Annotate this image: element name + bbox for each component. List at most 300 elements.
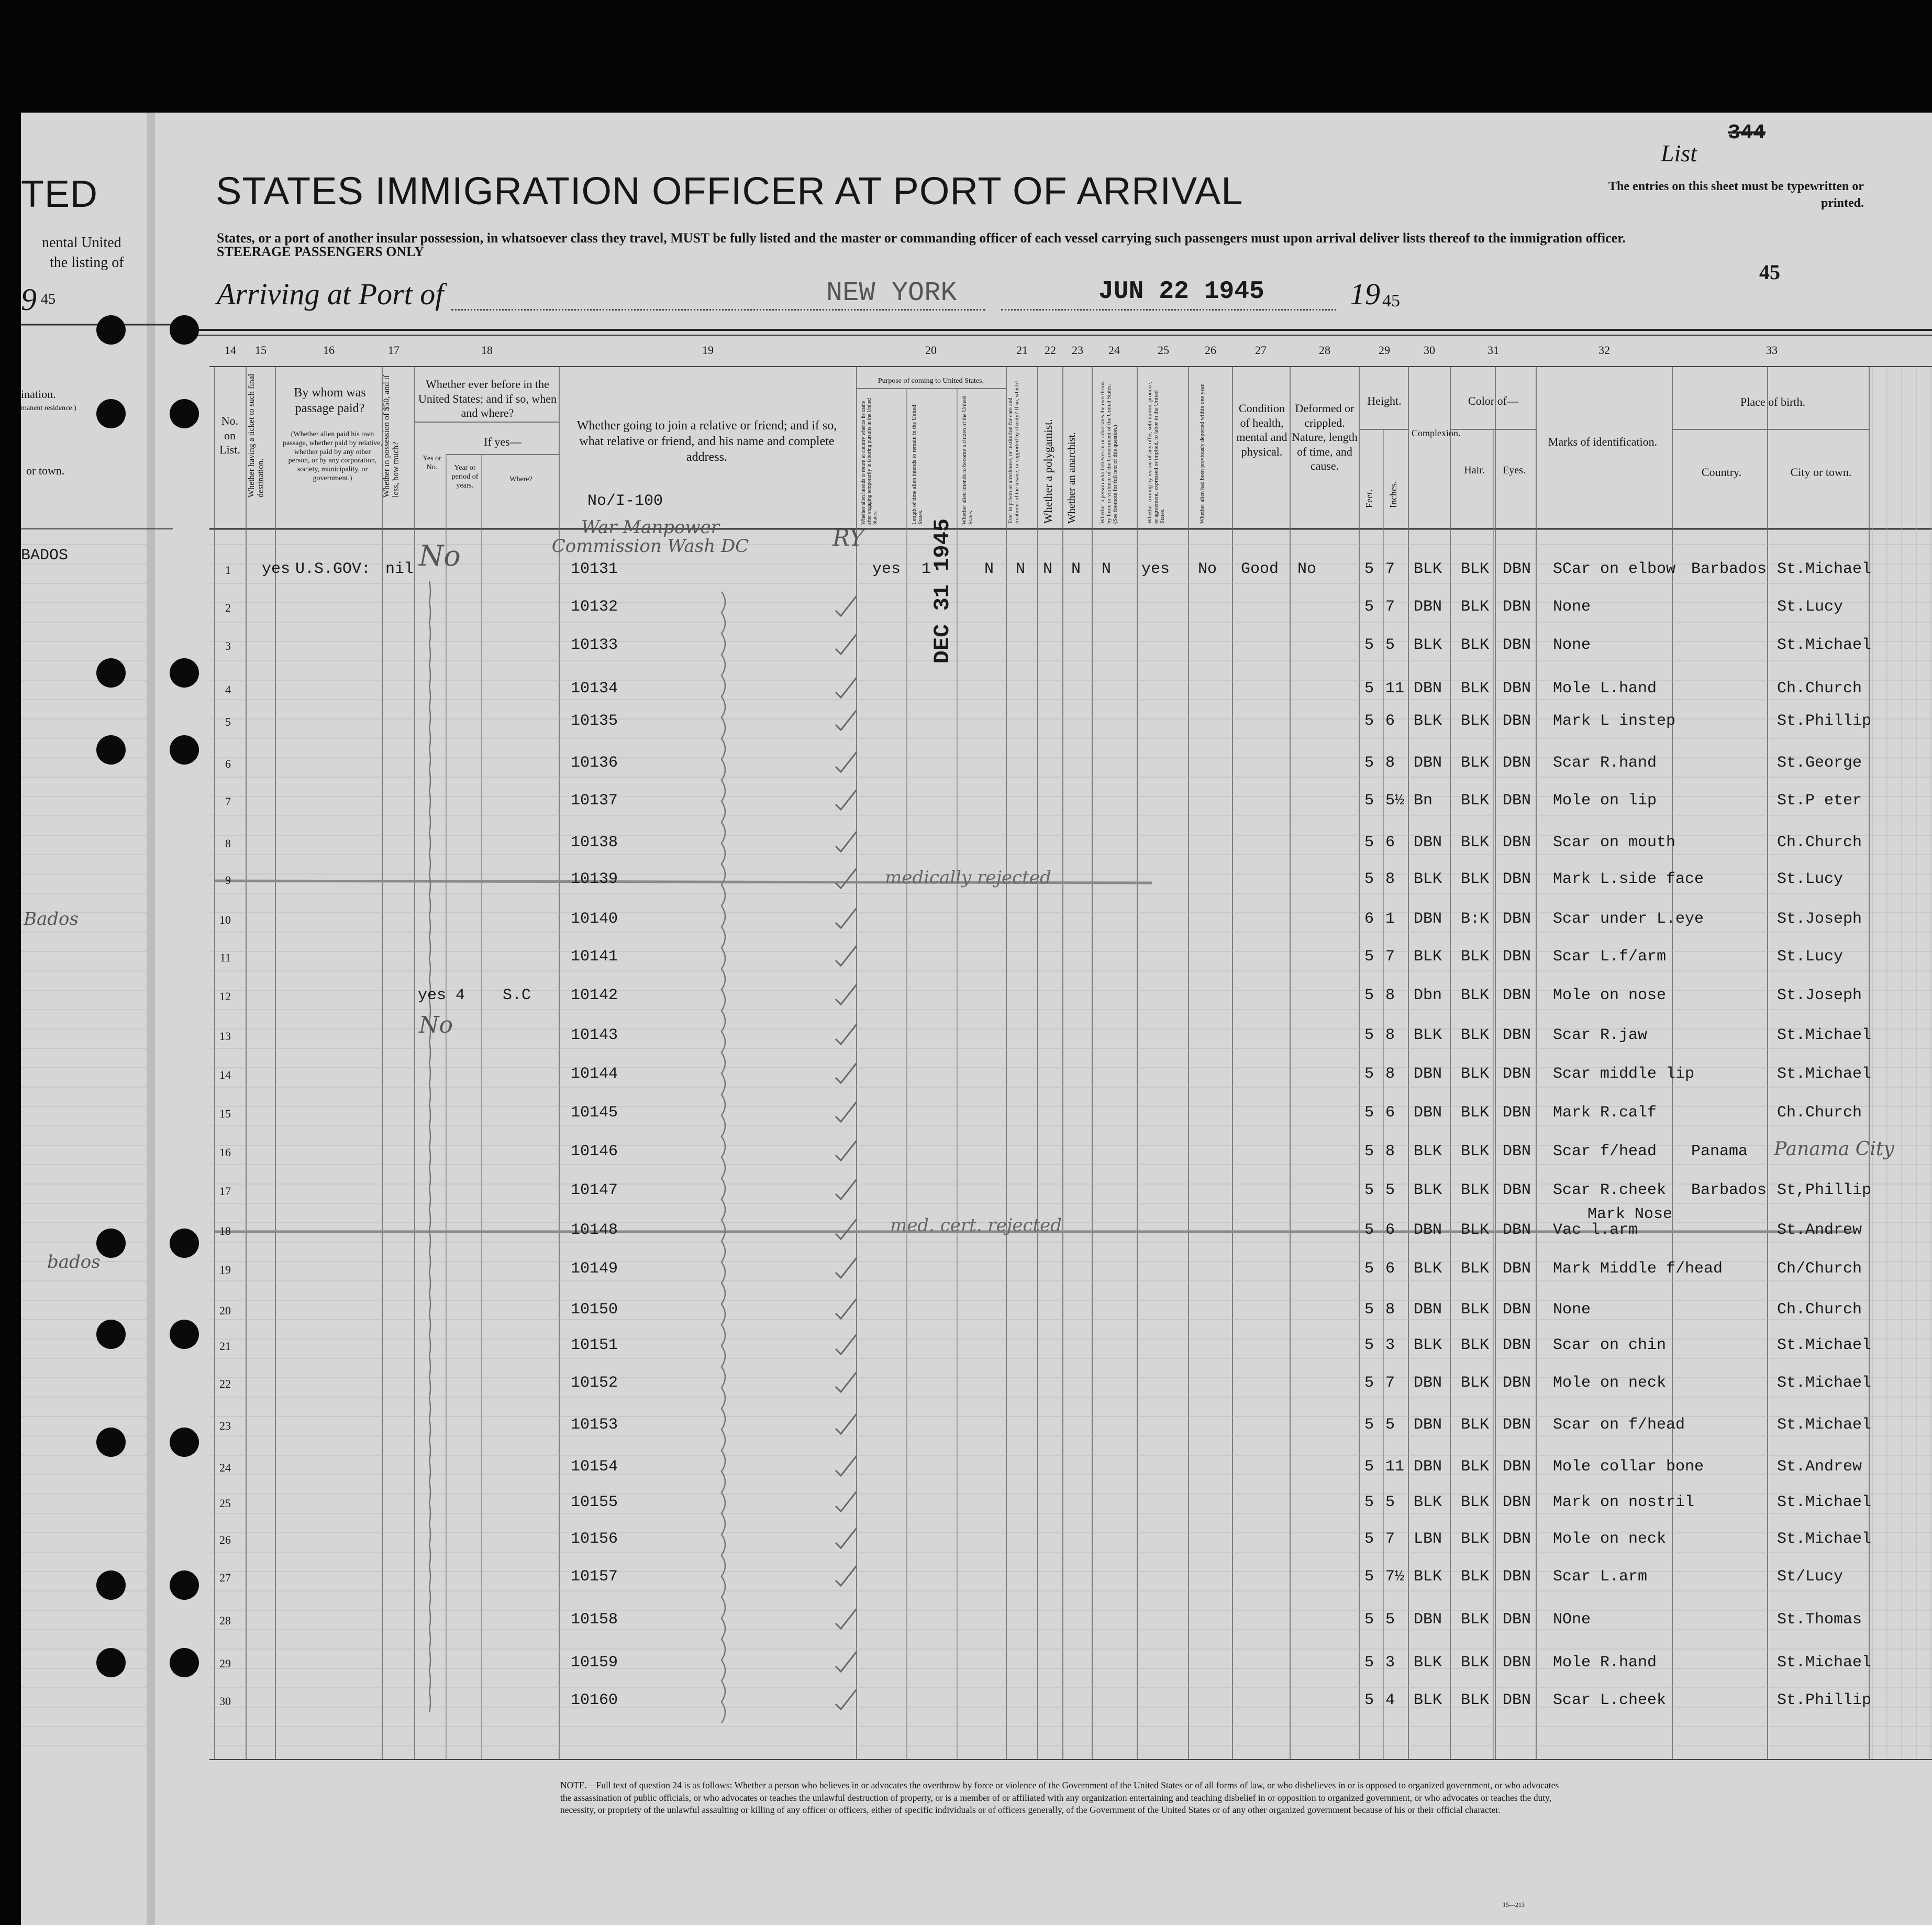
page-title: STATES IMMIGRATION OFFICER AT PORT OF ARRIVAL (216, 169, 1243, 213)
cell-id: 10140 (571, 910, 618, 928)
binder-hole (170, 1229, 199, 1258)
cell-in: 8 (1385, 870, 1395, 888)
cell-country: Panama (1691, 1143, 1748, 1160)
cell-in: 5 (1385, 1181, 1395, 1199)
rejected-note: medically rejected (885, 867, 1051, 888)
cell-eyes: DBN (1503, 870, 1531, 888)
cell-mark: Mole L.hand (1553, 680, 1657, 698)
cell-hair: BLK (1461, 680, 1490, 698)
cell-in: 6 (1385, 834, 1395, 851)
col-28-header: Deformed or crippled. Nature, length of time, and cause. (1292, 402, 1358, 472)
cell-mark: None (1553, 636, 1591, 654)
cell-id: 10131 (571, 560, 618, 578)
cell-mark: NOne (1553, 1611, 1591, 1629)
left-page-title-fragment: TED (21, 173, 98, 215)
col-16-header: By whom was passage paid? (294, 386, 366, 415)
pencil-check-mark (836, 1609, 857, 1629)
cell-city: St,Phillip (1777, 1181, 1872, 1199)
column-number: 30 (1424, 344, 1435, 357)
cell-eyes: DBN (1503, 754, 1531, 772)
cell-mark: Scar L.cheek (1553, 1691, 1667, 1709)
cell-hair: BLK (1461, 987, 1490, 1004)
cell-in: 7 (1385, 598, 1395, 616)
col-30-header: Complexion. (1412, 428, 1461, 438)
pencil-check-mark (836, 946, 857, 966)
cell-in: 7½ (1385, 1568, 1405, 1586)
cell-ft: 5 (1364, 1691, 1374, 1709)
pencil-check-mark (836, 908, 857, 928)
pencil-check-mark (836, 1024, 857, 1044)
cell-hair: BLK (1461, 1416, 1490, 1434)
cell-city: St.Joseph (1777, 910, 1862, 928)
cell-comp: BLK (1414, 948, 1442, 966)
cell-in: 5 (1385, 636, 1395, 654)
cell-comp: BLK (1414, 712, 1442, 730)
cell-hair: BLK (1461, 1336, 1490, 1354)
cell-mark: Scar R.hand (1553, 754, 1657, 772)
binder-hole (170, 1570, 199, 1600)
cell-mark: Mark L instep (1553, 712, 1676, 730)
cell-city: St.Michael (1777, 636, 1872, 654)
cell-mark: Mole on nose (1553, 987, 1667, 1004)
steerage-label: STEERAGE PASSENGERS ONLY (217, 244, 424, 259)
cell-eyes: DBN (1503, 1026, 1531, 1044)
cell-comp: BLK (1414, 1493, 1442, 1511)
row-number: 6 (225, 757, 231, 770)
left-page-year-suffix: 9 (21, 282, 37, 317)
cell-in: 8 (1385, 754, 1395, 772)
cell-ft: 5 (1364, 1374, 1374, 1392)
no-i-reference: No/I-100 (587, 492, 663, 510)
cell-in: 11 (1385, 1458, 1405, 1476)
cell-mark: Scar L.arm (1553, 1568, 1648, 1586)
cell-in: 6 (1385, 1104, 1395, 1122)
cell-city: Ch.Church (1777, 1301, 1862, 1319)
cell-eyes: DBN (1503, 1530, 1531, 1548)
cell-deported: No (1198, 560, 1217, 578)
col-18-handwritten-no: No (419, 539, 461, 572)
cell-hair: BLK (1461, 1104, 1490, 1122)
column-number: 31 (1487, 344, 1499, 357)
cell-comp: DBN (1414, 1301, 1442, 1319)
col-14-header: No. on List. (219, 414, 240, 456)
cell-city: St.Andrew (1777, 1221, 1862, 1239)
cell-eyes: DBN (1503, 987, 1531, 1004)
cell-ft: 5 (1364, 1493, 1374, 1511)
cell-id: 10152 (571, 1374, 618, 1392)
cell-id: 10141 (571, 948, 618, 966)
binder-hole (170, 399, 199, 428)
cell-in: 6 (1385, 712, 1395, 730)
col-19-handwritten-note: War Manpower Commission Wash DC (551, 517, 749, 557)
list-note: The entries on this sheet must be typewritten or printed. (1608, 180, 1864, 211)
cell-ft: 5 (1364, 1181, 1374, 1199)
cell-offer: yes (1141, 560, 1170, 578)
cell-length: 1 (921, 560, 931, 578)
cell-years: 4 (456, 987, 465, 1004)
cell-hair: BLK (1461, 1493, 1490, 1511)
cell-comp: BLK (1414, 1143, 1442, 1160)
binder-hole (96, 1428, 126, 1457)
cell-eyes: DBN (1503, 1416, 1531, 1434)
cell-comp: DBN (1414, 834, 1442, 851)
cell-country: Barbados (1691, 1181, 1767, 1199)
binder-hole (96, 315, 126, 345)
port-value: NEW YORK (826, 278, 957, 308)
pencil-check-mark (836, 1528, 857, 1548)
cell-id: 10142 (571, 987, 618, 1004)
cell-eyes: DBN (1503, 1568, 1531, 1586)
cell-mark: Scar on f/head (1553, 1416, 1685, 1434)
cell-comp: BLK (1414, 560, 1442, 578)
row-number: 23 (219, 1419, 231, 1432)
year-suffix: 45 (1382, 291, 1400, 311)
cell-city: Ch.Church (1777, 680, 1862, 698)
row-number: 26 (219, 1533, 231, 1546)
cell-paid: U.S.GOV: (295, 560, 371, 578)
cell-in: 8 (1385, 987, 1395, 1004)
binder-hole (96, 1229, 126, 1258)
cell-in: 5½ (1385, 792, 1405, 810)
cell-money: nil (385, 560, 414, 578)
port-field-line (451, 309, 985, 311)
cell-ticket: yes (262, 560, 291, 578)
binder-hole (170, 315, 199, 345)
cell-ft: 5 (1364, 754, 1374, 772)
cell-ft: 5 (1364, 1221, 1374, 1239)
cell-id: 10159 (571, 1654, 618, 1672)
cell-hair: BLK (1461, 1260, 1490, 1278)
cell-mark: Scar under L.eye (1553, 910, 1704, 928)
cell-ft: 5 (1364, 1301, 1374, 1319)
cell-in: 7 (1385, 1374, 1395, 1392)
row-number: 9 (225, 873, 231, 887)
cell-hair: BLK (1461, 1530, 1490, 1548)
cell-id: 10153 (571, 1416, 618, 1434)
cell-in: 5 (1385, 1416, 1395, 1434)
col-22-header: Whether a polygamist. (1041, 419, 1054, 524)
sheet-number: 45 (1759, 260, 1780, 284)
row-number: 2 (225, 601, 231, 614)
cell-hair: BLK (1461, 1143, 1490, 1160)
pencil-ditto-line (721, 592, 725, 1723)
binder-hole (170, 1428, 199, 1457)
cell-hair: BLK (1461, 792, 1490, 810)
cell-hair: BLK (1461, 870, 1490, 888)
cell-in: 4 (1385, 1691, 1395, 1709)
pencil-check-mark (836, 984, 857, 1004)
cell-in: 7 (1385, 1530, 1395, 1548)
cell-hair: BLK (1461, 1374, 1490, 1392)
cell-comp: DBN (1414, 754, 1442, 772)
cell-ft: 5 (1364, 1104, 1374, 1122)
cell-mark: Scar R.cheek (1553, 1181, 1667, 1199)
cell-in: 7 (1385, 948, 1395, 966)
row-number: 30 (219, 1695, 231, 1708)
cell-mark: Mole R.hand (1553, 1654, 1657, 1672)
cell-ft: 5 (1364, 1458, 1374, 1476)
cell-city: St/Lucy (1777, 1568, 1844, 1586)
cell-mark: Mole collar bone (1553, 1458, 1704, 1476)
cell-hair: BLK (1461, 948, 1490, 966)
row-number: 7 (225, 795, 231, 808)
cell-mark: SCar on elbow (1553, 560, 1676, 578)
pencil-check-mark (836, 634, 857, 654)
col-32-header: Marks of identification. (1548, 435, 1658, 448)
cell-hair: BLK (1461, 1301, 1490, 1319)
cell-eyes: DBN (1503, 1374, 1531, 1392)
cell-eyes: DBN (1503, 598, 1531, 616)
column-number: 19 (702, 344, 714, 357)
cell-comp: DBN (1414, 1416, 1442, 1434)
list-number: 344 (1728, 121, 1766, 145)
cell-city: St.Michael (1777, 1336, 1872, 1354)
column-number: 21 (1016, 344, 1028, 357)
cell-comp: BLK (1414, 1260, 1442, 1278)
cell-city: Ch/Church (1777, 1260, 1862, 1278)
row-number: 25 (219, 1497, 231, 1510)
cell-eyes: DBN (1503, 1493, 1531, 1511)
cell-mark: Mark L.side face (1553, 870, 1704, 888)
pencil-check-mark (836, 1102, 857, 1122)
cell-prison: N (1016, 560, 1026, 578)
cell-city: St.Michael (1777, 1654, 1872, 1672)
column-number: 24 (1108, 344, 1120, 357)
cell-ft: 5 (1364, 598, 1374, 616)
pencil-check-mark (836, 790, 857, 810)
cell-comp: DBN (1414, 1065, 1442, 1083)
cell-id: 10134 (571, 680, 618, 698)
year-prefix: 19 (1350, 277, 1380, 311)
cell-comp: BLK (1414, 870, 1442, 888)
pencil-check-mark (836, 1258, 857, 1278)
cell-id: 10149 (571, 1260, 618, 1278)
list-label: List (1661, 140, 1697, 167)
cell-city: St.Michael (1777, 1374, 1872, 1392)
cell-ft: 5 (1364, 834, 1374, 851)
column-number: 27 (1255, 344, 1267, 357)
page-subtitle: States, or a port of another insular possession, in whatsoever class they travel, MUST be fully listed and the master or commanding officer of each vessel carrying such passengers must upon arrival deliver lists thereof to the immigration officer. (217, 230, 1626, 246)
cell-comp: Dbn (1414, 987, 1442, 1004)
row-number: 19 (219, 1263, 231, 1276)
cell-in: 3 (1385, 1654, 1395, 1672)
cell-mark: Scar R.jaw (1553, 1026, 1648, 1044)
cell-id: 10138 (571, 834, 618, 851)
cell-eyes: DBN (1503, 792, 1531, 810)
cell-hair: BLK (1461, 1221, 1490, 1239)
cell-eyes: DBN (1503, 1654, 1531, 1672)
cell-city: St.Michael (1777, 1493, 1872, 1511)
cell-id: 10151 (571, 1336, 618, 1354)
cell-city: Ch.Church (1777, 1104, 1862, 1122)
cell-ft: 5 (1364, 680, 1374, 698)
col-29-feet: Feet. (1364, 489, 1374, 508)
col-24-header: Whether a person who believes in or advocates the overthrow by force or violence of the Government of the United States. (See footnote for full text of this question.) (1100, 381, 1119, 524)
cell-city: St.Lucy (1777, 948, 1844, 966)
city-handwritten-note: Panama City (1774, 1138, 1894, 1160)
date-field-line (1001, 309, 1336, 311)
cell-city: St.Michael (1777, 560, 1872, 578)
col-18-handwritten-no: No (419, 1012, 453, 1038)
col-18-header: Whether ever before in the United States; and if so, when and where? (418, 378, 557, 419)
cell-ft: 5 (1364, 712, 1374, 730)
pencil-check-mark (836, 1566, 857, 1586)
pencil-check-mark (836, 1299, 857, 1319)
form-number: 15—213 (1503, 1901, 1525, 1908)
col-20a-header: Whether alien intends to return to country whence he came after engaging temporarily in laboring pursuits in the United States. (861, 398, 878, 525)
cell-hair: BLK (1461, 1568, 1490, 1586)
pencil-check-mark (836, 596, 857, 616)
cell-id: 10157 (571, 1568, 618, 1586)
cell-ft: 5 (1364, 1568, 1374, 1586)
cell-eyes: DBN (1503, 560, 1531, 578)
row-number: 16 (219, 1146, 231, 1159)
cell-eyes: DBN (1503, 712, 1531, 730)
cell-hair: BLK (1461, 1611, 1490, 1629)
cell-id: 10136 (571, 754, 618, 772)
cell-eyes: DBN (1503, 1104, 1531, 1122)
pencil-check-mark (836, 1141, 857, 1160)
cell-ft: 5 (1364, 1611, 1374, 1629)
cell-id: 10147 (571, 1181, 618, 1199)
cell-mark-extra: Mark Nose (1587, 1205, 1673, 1223)
cell-poly: N (1043, 560, 1053, 578)
cell-eyes: DBN (1503, 1221, 1531, 1239)
cell-mark: Mark R.calf (1553, 1104, 1657, 1122)
arrival-date: JUN 22 1945 (1098, 278, 1264, 306)
column-number: 14 (225, 344, 236, 357)
row-number: 14 (219, 1068, 231, 1081)
cell-ft: 6 (1364, 910, 1374, 928)
cell-mark: Scar middle lip (1553, 1065, 1695, 1083)
cell-comp: BLK (1414, 1654, 1442, 1672)
cell-ft: 5 (1364, 792, 1374, 810)
col-21-header: Ever in prison or almshouse, or institution for care and treatment of the insane, or supported by charity? If so, which? (1007, 380, 1020, 524)
cell-in: 3 (1385, 1336, 1395, 1354)
cell-eyes: DBN (1503, 948, 1531, 966)
cell-ft: 5 (1364, 560, 1374, 578)
left-page-col-label-2: manent residence.) (21, 404, 76, 412)
cell-country: Barbados (1691, 560, 1767, 578)
column-number: 15 (255, 344, 267, 357)
cell-mark: Mark on nostril (1553, 1493, 1695, 1511)
pencil-check-mark (836, 1689, 857, 1709)
binder-hole (96, 1648, 126, 1677)
cell-id: 10155 (571, 1493, 618, 1511)
col-20b-header: Length of time alien intends to remain in the United States. (911, 405, 924, 525)
pencil-check-mark (836, 710, 857, 730)
cell-ft: 5 (1364, 1530, 1374, 1548)
pencil-check-mark (836, 1372, 857, 1392)
cell-id: 10150 (571, 1301, 618, 1319)
cell-id: 10145 (571, 1104, 618, 1122)
cell-id: 10154 (571, 1458, 618, 1476)
cell-in: 6 (1385, 1260, 1395, 1278)
cell-mark: Scar on mouth (1553, 834, 1676, 851)
rejected-note: med. cert. rejected (890, 1215, 1062, 1236)
row-number: 24 (219, 1461, 231, 1474)
cell-ft: 5 (1364, 1026, 1374, 1044)
col-31-eyes: Eyes. (1503, 464, 1526, 476)
cell-ft: 5 (1364, 1065, 1374, 1083)
row-number: 28 (219, 1614, 231, 1627)
pencil-check-mark (836, 1456, 857, 1476)
column-number: 33 (1766, 344, 1778, 357)
date-stamp: DEC 31 1945 (930, 518, 955, 664)
cell-comp: DBN (1414, 680, 1442, 698)
cell-hair: BLK (1461, 754, 1490, 772)
cell-id: 10137 (571, 792, 618, 810)
cell-mark: Scar on chin (1553, 1336, 1667, 1354)
cell-hair: BLK (1461, 598, 1490, 616)
cell-city: St.Lucy (1777, 870, 1844, 888)
cell-ft: 5 (1364, 948, 1374, 966)
row-number: 5 (225, 715, 231, 728)
cell-mark: Scar f/head (1553, 1143, 1657, 1160)
cell-comp: BLK (1414, 1336, 1442, 1354)
cell-id: 10135 (571, 712, 618, 730)
row-number: 21 (219, 1340, 231, 1353)
cell-eyes: DBN (1503, 910, 1531, 928)
cell-id: 10146 (571, 1143, 618, 1160)
cell-eyes: DBN (1503, 1336, 1531, 1354)
binder-hole (96, 1320, 126, 1349)
cell-ft: 5 (1364, 1143, 1374, 1160)
binder-hole (96, 399, 126, 428)
cell-city: St.Phillip (1777, 712, 1872, 730)
row-number: 18 (219, 1224, 231, 1237)
cell-eyes: DBN (1503, 636, 1531, 654)
row-number: 1 (225, 563, 231, 577)
cell-id: 10132 (571, 598, 618, 616)
cell-hair: B:K (1461, 910, 1490, 928)
left-page-hand-note: bados (47, 1252, 101, 1273)
cell-where: S.C (503, 987, 531, 1004)
pencil-check-mark (836, 678, 857, 698)
cell-mark: Mole on neck (1553, 1530, 1667, 1548)
col-16-note: (Whether alien paid his own passage, whether paid by relative, whether paid by any other person, or by any corporation, society, municipality, or government.) (283, 430, 382, 482)
footnote: NOTE.—Full text of question 24 is as follows: Whether a person who believes in or advocates the overthrow by force or violence of the Government of the United States or of all forms of law, or who disbelieves in or is opposed to organized government, or who advocates the assassination of public officials, or who advocates or teaches the unlawful destruction of property, or is a member of or affiliated with any organization entertaining and teaching disbelief in or opposition to organized government, or who advocates or teaches the duty, necessity, or propriety of the unlawful assaulting or killing of any officer or officers, either of specific individuals or of officers generally, of the Government of the United States or of any other organized government because of his or their official character. (560, 1780, 1559, 1816)
cell-comp: Bn (1414, 792, 1433, 810)
col-29-inches: Inches. (1388, 481, 1398, 508)
row-number: 20 (219, 1304, 231, 1317)
cell-in: 1 (1385, 910, 1395, 928)
cell-ft: 5 (1364, 1416, 1374, 1434)
col-17-header: Whether in possession of $50, and if less, how much? (382, 374, 401, 497)
cell-city: St.George (1777, 754, 1862, 772)
pencil-check-mark (836, 832, 857, 851)
pencil-check-mark (836, 1334, 857, 1354)
cell-comp: BLK (1414, 1026, 1442, 1044)
arriving-label: Arriving at Port of (217, 277, 444, 311)
column-number: 23 (1072, 344, 1083, 357)
row-number: 3 (225, 639, 231, 652)
cell-eyes: DBN (1503, 1065, 1531, 1083)
cell-city: St.Lucy (1777, 598, 1844, 616)
column-number: 28 (1319, 344, 1330, 357)
cell-ft: 5 (1364, 870, 1374, 888)
column-number: 20 (925, 344, 937, 357)
pencil-check-mark (836, 1063, 857, 1083)
col-33-header: Place of birth. (1740, 395, 1806, 408)
row-number: 29 (219, 1657, 231, 1670)
col-29-header: Height. (1367, 394, 1402, 407)
col-20c-header: Whether alien intends to become a citizen of the United States. (961, 396, 974, 525)
binder-hole (170, 1648, 199, 1677)
cell-hair: BLK (1461, 1065, 1490, 1083)
cell-ft: 5 (1364, 987, 1374, 1004)
binder-hole (96, 1570, 126, 1600)
